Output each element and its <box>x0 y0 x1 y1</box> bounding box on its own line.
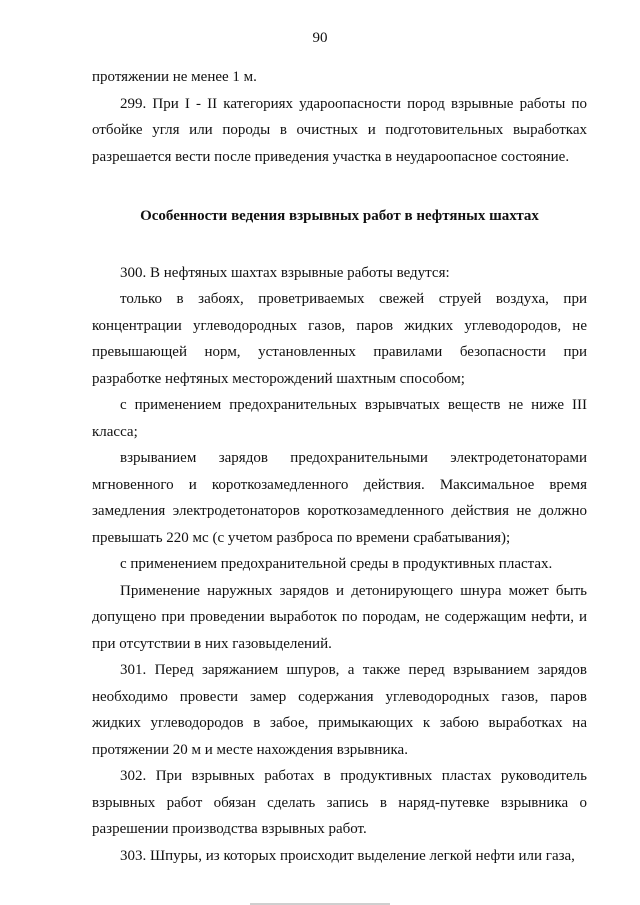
paragraph-302: 302. При взрывных работах в продуктивных пластах руководитель взрывных работ обязан сделать запись в наряд-путевке взрывника о разрешении производства взрывных работ. <box>92 768 587 837</box>
section-heading: Особенности ведения взрывных работ в нефтяных шахтах <box>140 208 539 224</box>
paragraph-continuation: протяжении не менее 1 м. <box>92 69 257 85</box>
paragraph-303: 303. Шпуры, из которых происходит выделение легкой нефти или газа, <box>120 847 575 864</box>
paragraph-299: 299. При I - II категориях удароопасности пород взрывные работы по отбойке угля или породы в очистных и подготовительных выработках разрешается вести после приведения участка в неудароопасное состояние. <box>92 95 587 165</box>
paragraph-300: 300. В нефтяных шахтах взрывные работы ведутся: <box>120 264 450 281</box>
paragraph-detonating-cord: Применение наружных зарядов и детонирующего шнура может быть допущено при проведении выработок по породам, не содержащим нефти, и при отсутствии в них газовыделений. <box>92 582 587 652</box>
list-item: взрыванием зарядов предохранительными электродетонаторами мгновенного и короткозамедленного действия. Максимальное время замедления электродетонаторов короткозамедленного действия не должно превышать 220 мс (с учетом разброса по времени срабатывания); <box>92 450 587 546</box>
list-item: с применением предохранительной среды в продуктивных пластах. <box>120 556 553 572</box>
list-item: с применением предохранительных взрывчатых веществ не ниже III класса; <box>92 397 587 440</box>
paragraph-301: 301. Перед заряжанием шпуров, а также перед взрыванием зарядов необходимо провести замер содержания углеводородных газов, паров жидких углеводородов в забое, примыкающих к забою выработках на протяжении 20 м и месте нахождения взрывника. <box>92 662 587 758</box>
page-number: 90 <box>312 30 328 46</box>
document-body <box>92 64 587 869</box>
list-item: только в забоях, проветриваемых свежей струей воздуха, при концентрации углеводородных газов, паров жидких углеводородов, не превышающей норм, установленных правилами безопасности при разработке нефтяных месторождений шахтным способом; <box>92 291 587 387</box>
